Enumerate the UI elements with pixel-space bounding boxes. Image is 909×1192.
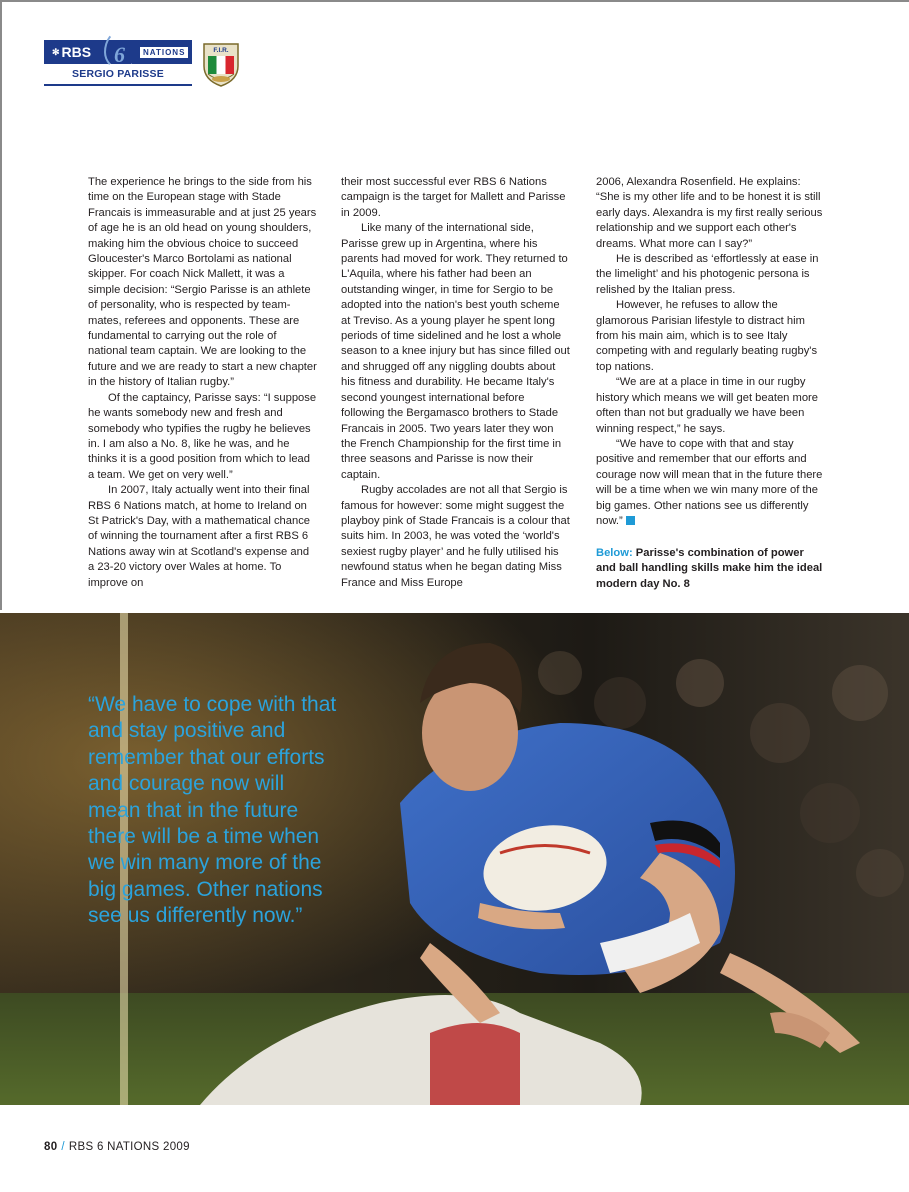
paragraph: The experience he brings to the side from his time on the European stage with Stade Francais is immeasurable and at just 25 years of age he is an old head on young shoulders, making him the obvious choice to succeed Gloucester's Marco Bortolami as national skipper. For coach Nick Mallett, it was a simple decision: “Sergio Parisse is an athlete of personality, who is respected by team-mates, referees and opponents. These are fundamental to carrying out the role of national team captain. We are looking to the future and we are ready to start a new chapter in the history of Italian rugby.” [88, 176, 317, 389]
caption-label: Below: [596, 547, 633, 559]
publication-title: RBS 6 NATIONS 2009 [68, 1141, 190, 1153]
pull-quote: “We have to cope with that and stay positive and remember that our efforts and courage now will mean that in the future there will be a time when we win many more of the big games. Other nations see us differently now.” [88, 693, 337, 928]
article-column-2 [341, 175, 571, 591]
italian-rugby-crest-icon [200, 40, 242, 88]
page-edge-left [0, 0, 2, 610]
page-edge [0, 0, 909, 2]
paragraph-final [596, 437, 826, 529]
paragraph: Of the captaincy, Parisse says: “I suppose he wants somebody new and fresh and somebody who typifies the rugby he believes in. I am also a No. 8, like he was, and he thinks it is a good position from which to lead a team. We get on very well.” [88, 391, 317, 481]
caption-text: Parisse's combination of power and ball handling skills make him the ideal modern day No. 8 [596, 547, 823, 590]
paragraph: Like many of the international side, Parisse grew up in Argentina, where his parents had moved for work. They returned to L'Aquila, where his father had been an outstanding winger, in time for Sergio to be adopted into the nation's best youth scheme at Treviso. As a young player he spent long periods of time sidelined and he lost a whole season to a knee injury but has since filled out and shrugged off any niggling doubts about his fitness and durability. He became Italy's second youngest international before following the Bergamasco brothers to Stade Francais in 2005. Two years later they won the French Championship for the first time in three seasons and Parisse is now their captain. [341, 222, 570, 481]
player-name: SERGIO PARISSE [44, 68, 192, 86]
paragraph-final-text: “We have to cope with that and stay positive and remember that our efforts and courage now will mean that in the future there will be a time when we win many more of the big games. Other nations see us differently now.” [596, 437, 823, 527]
paragraph: He is described as ‘effortlessly at ease in the limelight’ and his photogenic persona is relished by the Italian press. [596, 253, 819, 296]
paragraph: However, he refuses to allow the glamorous Parisian lifestyle to distract him from his main aim, which is to see Italy competing with and regularly beating rugby's top nations. [596, 299, 818, 373]
crest-text: F.I.R. [213, 47, 229, 54]
paragraph: 2006, Alexandra Rosenfield. He explains: “She is my other life and to be honest it is still early days. Alexandra is my first really serious relationship and we support each other's dreams. What more can I say?” [596, 176, 823, 250]
six-numeral: 6 [114, 42, 125, 67]
paragraph: “We are at a place in time in our rugby history which means we will get beaten more often than not but gradually we have been winning respect,” he says. [596, 376, 818, 435]
footer-separator: / [61, 1141, 65, 1153]
rbs-text: RBS [61, 44, 92, 60]
page-footer [44, 1141, 190, 1153]
rbs-symbol-icon: ✻ [52, 46, 59, 57]
page-number: 80 [44, 1141, 58, 1153]
paragraph: Rugby accolades are not all that Sergio is famous for however: some might suggest the playboy pink of Stade Francais is a colour that suits him. In 2003, he was voted the ‘world's sexiest rugby player’ and he fully utilised his newfound status when he began dating Miss France and Miss Europe [341, 484, 570, 589]
photo-caption [596, 546, 826, 592]
paragraph: their most successful ever RBS 6 Nations campaign is the target for Mallett and Parisse in 2009. [341, 176, 566, 219]
rbs-logo [52, 44, 91, 60]
article-column-1 [88, 175, 318, 591]
article-column-3 [596, 175, 826, 529]
nations-text: NATIONS [140, 47, 188, 58]
paragraph: In 2007, Italy actually went into their final RBS 6 Nations match, at home to Ireland on St Patrick's Day, with a mathematical chance of winning the tournament after a first RBS 6 Nations away win at Scotland's expense and a 23-20 victory over Wales at home. To improve on [88, 484, 311, 589]
masthead [44, 40, 192, 86]
end-of-article-icon [626, 516, 635, 525]
rbs-6-nations-logo [44, 40, 192, 67]
